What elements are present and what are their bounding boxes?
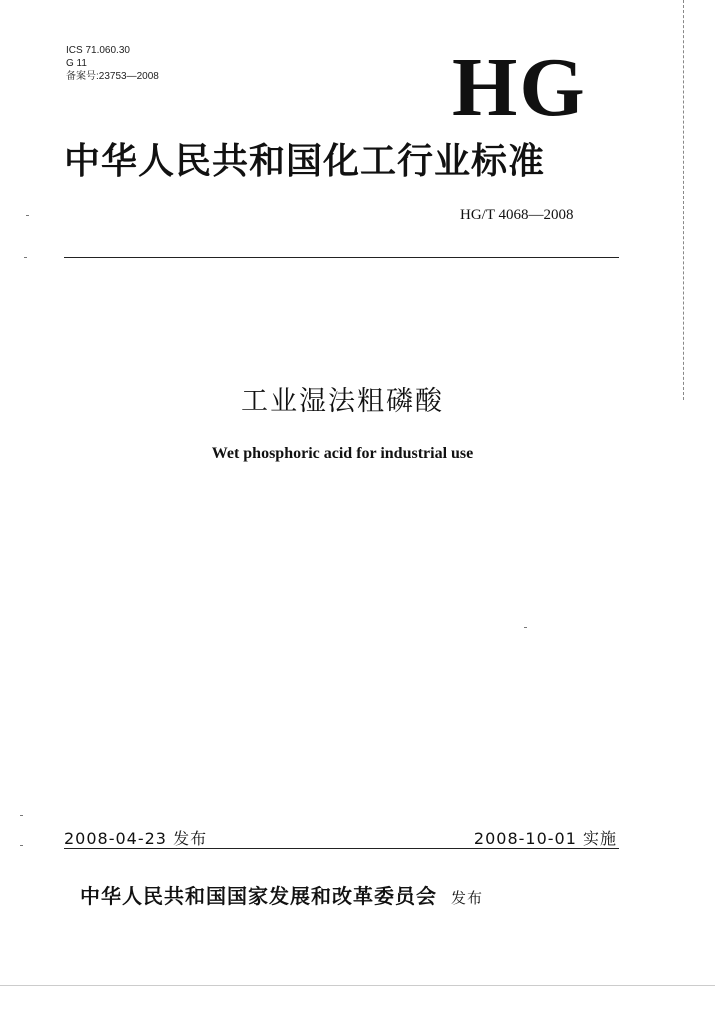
scan-speck bbox=[20, 815, 23, 816]
ccs-code: G 11 bbox=[66, 58, 87, 69]
classification-block bbox=[66, 44, 159, 83]
hg-logo: HG bbox=[452, 41, 587, 134]
standard-number: HG/T 4068—2008 bbox=[460, 207, 574, 223]
scan-speck bbox=[26, 215, 29, 216]
filing-number: 备案号:23753—2008 bbox=[66, 71, 159, 82]
scan-speck bbox=[524, 627, 527, 628]
document-title-chinese: 工业湿法粗磷酸 bbox=[241, 386, 444, 417]
footer-divider bbox=[64, 848, 619, 849]
implementation-date: 2008-10-01 实施 bbox=[473, 829, 617, 848]
issuing-authority bbox=[80, 880, 483, 909]
scan-bottom-edge bbox=[0, 985, 715, 986]
scan-speck bbox=[20, 845, 23, 846]
ics-code: ICS 71.060.30 bbox=[66, 45, 130, 56]
document-title-english: Wet phosphoric acid for industrial use bbox=[211, 445, 474, 462]
header-divider bbox=[64, 257, 619, 258]
standard-category-title: 中华人民共和国化工行业标准 bbox=[64, 141, 546, 182]
issue-date: 2008-04-23 发布 bbox=[64, 829, 208, 848]
scan-binding-edge bbox=[683, 0, 684, 400]
scan-speck bbox=[24, 257, 27, 258]
issuer-name: 中华人民共和国国家发展和改革委员会 bbox=[80, 884, 437, 908]
issuer-suffix: 发布 bbox=[451, 889, 484, 907]
